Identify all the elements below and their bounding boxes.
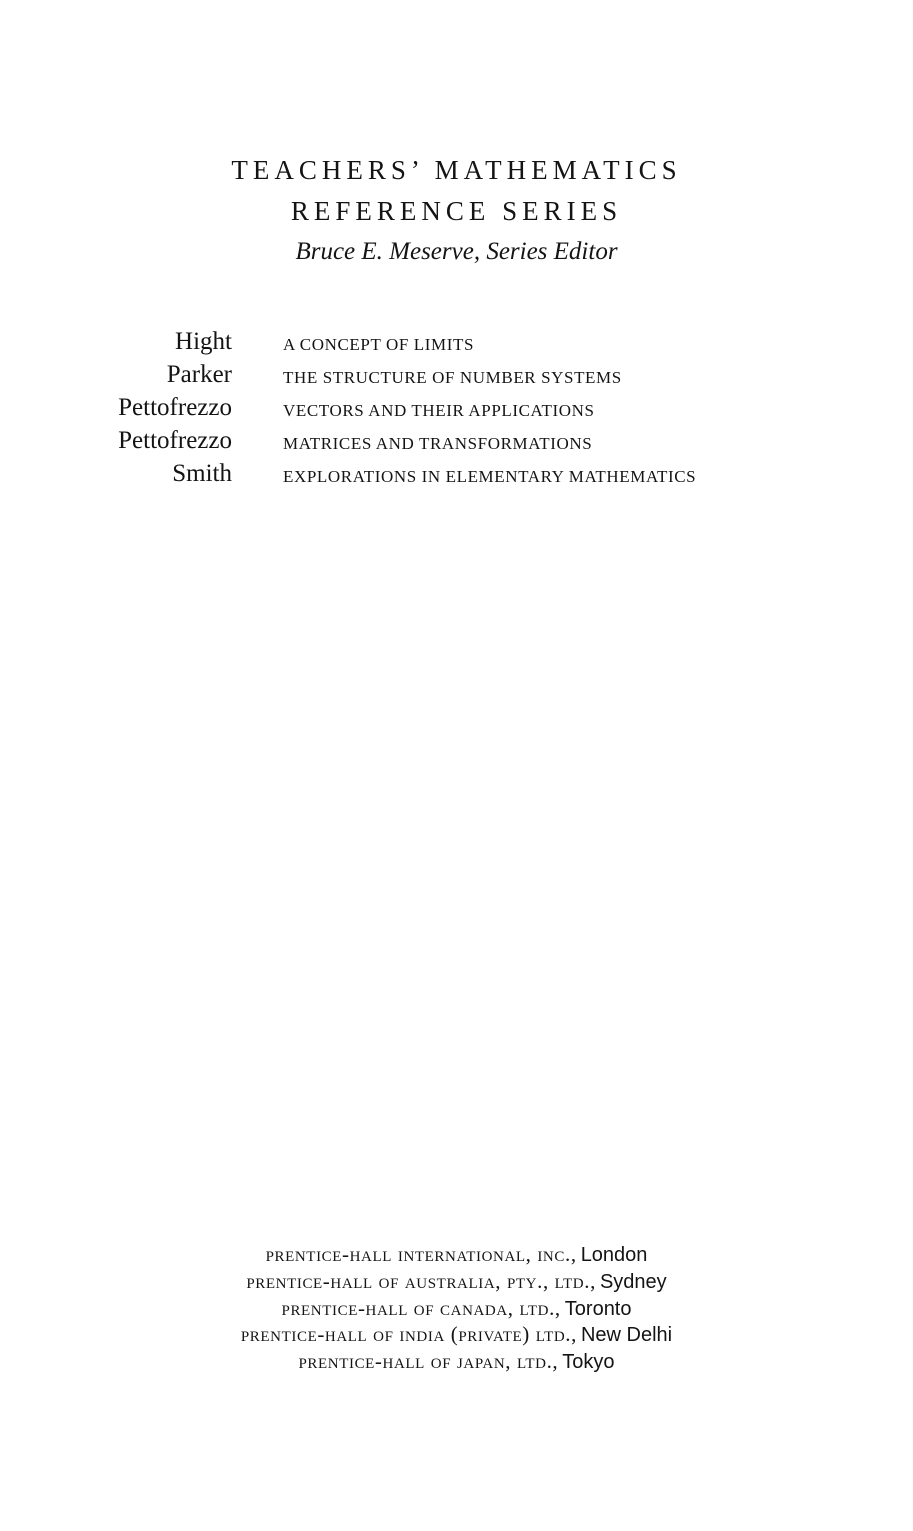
series-title-line-2: REFERENCE SERIES: [290, 196, 623, 226]
book-title: EXPLORATIONS IN ELEMENTARY MATHEMATICS: [283, 467, 697, 486]
book-row: [0, 393, 913, 426]
series-title-line-1: TEACHERS’ MATHEMATICS: [231, 155, 682, 185]
publisher-city: Toronto: [564, 1298, 632, 1320]
book-author: Pettofrezzo: [118, 427, 232, 454]
book-row: [0, 327, 913, 360]
publisher-line: [0, 1348, 913, 1377]
book-author: Smith: [172, 460, 232, 487]
publisher-line: [0, 1241, 913, 1270]
book-row: [0, 459, 913, 492]
book-author: Pettofrezzo: [118, 394, 232, 421]
book-author: Parker: [166, 361, 232, 388]
publisher-city: Sydney: [599, 1271, 667, 1293]
publisher-name: prentice-hall of australia, pty., ltd.,: [246, 1269, 596, 1293]
publisher-name: prentice-hall international, inc.,: [265, 1242, 577, 1266]
publisher-city: Tokyo: [562, 1351, 615, 1373]
publisher-name: prentice-hall of japan, ltd.,: [298, 1349, 559, 1373]
publisher-line: [0, 1321, 913, 1350]
publisher-city: New Delhi: [580, 1324, 673, 1346]
publisher-city: London: [580, 1244, 648, 1266]
book-row: [0, 360, 913, 393]
book-title: VECTORS AND THEIR APPLICATIONS: [283, 401, 595, 420]
publisher-name: prentice-hall of canada, ltd.,: [281, 1296, 561, 1320]
book-title: A CONCEPT OF LIMITS: [283, 335, 475, 354]
publisher-line: [0, 1295, 913, 1324]
book-row: [0, 426, 913, 459]
publisher-line: [0, 1268, 913, 1297]
series-editor: Bruce E. Meserve, Series Editor: [295, 238, 618, 265]
publisher-name: prentice-hall of india (private) ltd.,: [240, 1322, 577, 1346]
book-title: THE STRUCTURE OF NUMBER SYSTEMS: [283, 368, 622, 387]
book-title: MATRICES AND TRANSFORMATIONS: [283, 434, 593, 453]
book-author: Hight: [175, 328, 232, 355]
